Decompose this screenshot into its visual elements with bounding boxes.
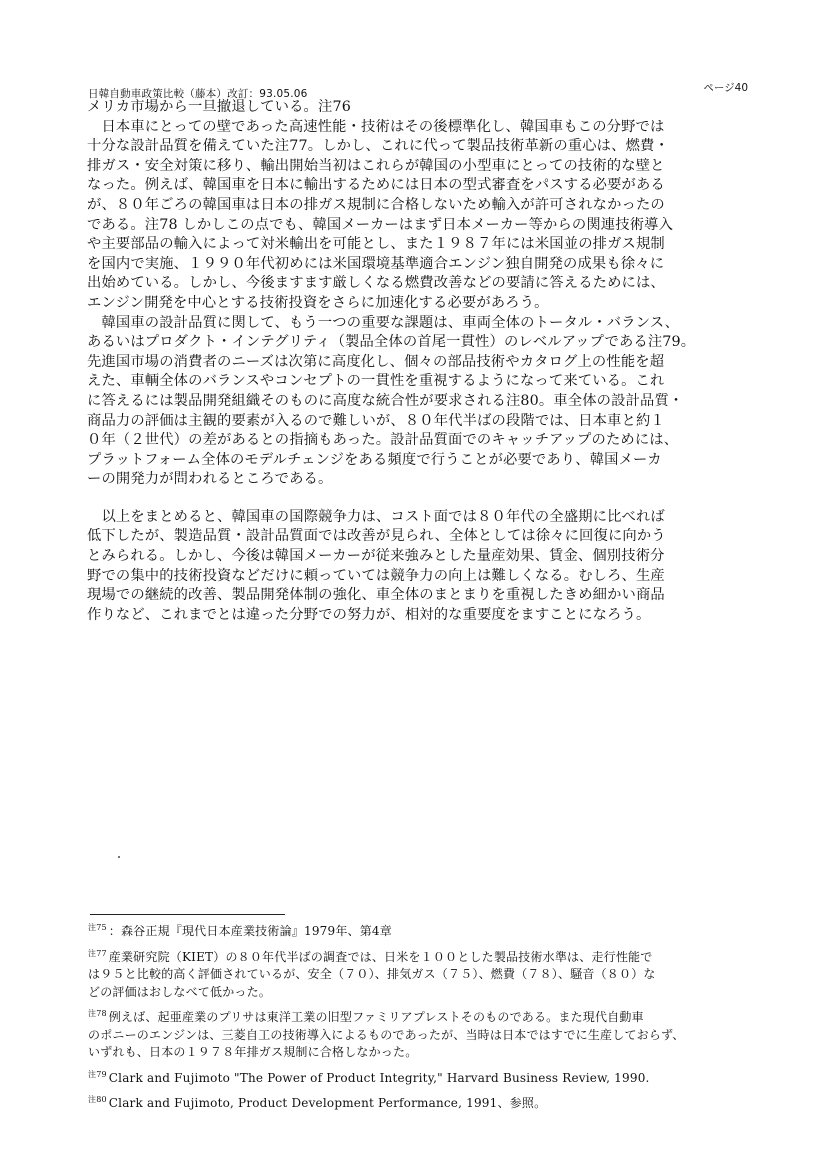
footnote-mark: 注77 <box>88 948 107 958</box>
footnote-separator <box>90 914 285 915</box>
footnote-77 <box>88 945 788 1002</box>
footnote-text: 例えば、起亜産業のプリサは東洋工業の旧型ファミリアプレストそのものである。また現代自動車 のポニーのエンジンは、三菱自工の技術導入によるものであったが、当時は日本ではすでに生産しておらず、 いずれも、日本の１９７８年排ガス規制に合格しなかった。 <box>88 1010 685 1059</box>
paragraph-gap <box>87 490 737 508</box>
paragraph-design-quality: 韓国車の設計品質に関して、もう一つの重要な課題は、車両全体のトータル・バランス、 あるいはプロダクト・インテグリティ（製品全体の首尾一貫性）のレベルアップである注79。 先進国市場の消費者のニーズは次第に高度化し、個々の部品技術やカタログ上の性能を超 えた、車輌全体のバランスやコンセプトの一貫性を重視するようになって来ている。これ に答えるには製品開発組織そのものに高度な統合性が要求される注80。車全体の設計品質・ 商品力の評価は主観的要素が入るので難しいが、８０年代半ばの段階では、日本車と約１ ０年（２世代）の差があるとの指摘もあった。設計品質面でのキャッチアップのためには、 プラットフォーム全体のモデルチェンジをある頻度で行うことが必要であり、韓国メーカ ーの開発力が問われるところである。 <box>87 314 696 488</box>
footnote-79 <box>88 1066 788 1088</box>
footnote-78 <box>88 1005 788 1062</box>
main-text <box>87 98 737 625</box>
footnote-text: Clark and Fujimoto, Product Development Performance, 1991、参照。 <box>108 1096 547 1110</box>
paragraph-technology: メリカ市場から一旦撤退している。注76 日本車にとっての壁であった高速性能・技術はその後標準化し、韓国車もこの分野では 十分な設計品質を備えていた注77。しかし、これに代って製品技術革新の重心は、燃費・ 排ガス・安全対策に移り、輸出開始当初はこれらが韓国の小型車にとっての技術的な壁と なった。例えば、韓国車を日本に輸出するためには日本の型式審査をパスする必要がある が、８０年ごろの韓国車は日本の排ガス規制に合格しないため輸入が許可されなかったの である。注78 しかしこの点でも、韓国メーカーはまず日本メーカー等からの関連技術導入 や主要部品の輸入によって対米輸出を可能とし、また１９８７年には米国並の排ガス規制 を国内で実施、１９９０年代初めには米国環境基準適合エンジン独自開発の成果も徐々に 出始めている。しかし、今後ますます厳しくなる燃費改善などの要請に答えるためには、 エンジン開発を中心とする技術投資をさらに加速化する必要があろう。 <box>87 99 674 311</box>
footnote-mark: 注80 <box>88 1095 107 1104</box>
footnote-text: 産業研究院（KIET）の８０年代半ばの調査では、日米を１００とした製品技術水準は、走行性能で は９５と比較的高く評価されているが、安全（７０）、排気ガス（７５）、燃費（７８）、騒音（８０）な どの評価はおしなべて低かった。 <box>88 949 656 999</box>
footnote-text: Clark and Fujimoto "The Power of Product Integrity," Harvard Business Review, 1990. <box>108 1070 650 1085</box>
footnote-text: ：森谷正規『現代日本産業技術論』1979年、第4章 <box>108 924 392 938</box>
footnote-mark: 注75 <box>88 923 107 932</box>
footnote-80 <box>88 1091 788 1113</box>
footnote-mark: 注79 <box>88 1069 107 1079</box>
footnote-75 <box>88 919 788 941</box>
document-title: 日韓自動車政策比較（藤本）改訂：93.05.06 <box>88 88 308 100</box>
scan-speck <box>118 856 120 858</box>
page-number: ページ40 <box>703 82 748 94</box>
footnotes <box>88 919 788 1117</box>
paragraph-summary: 以上をまとめると、韓国車の国際競争力は、コスト面では８０年代の全盛期に比べれば 低下したが、製造品質・設計品質面では改善が見られ、全体としては徐々に回復に向かう とみられる。しかし、今後は韓国メーカーが従来強みとした量産効果、賃金、個別技術分 野での集中的技術投資などだけに頼っていては競争力の向上は難しくなる。むしろ、生産 現場での継続的改善、製品開発体制の強化、車全体のまとまりを重視したきめ細かい商品 作りなど、これまでとは違った分野での努力が、相対的な重要度をますことになろう。 <box>87 508 666 623</box>
footnote-mark: 注78 <box>88 1009 107 1018</box>
